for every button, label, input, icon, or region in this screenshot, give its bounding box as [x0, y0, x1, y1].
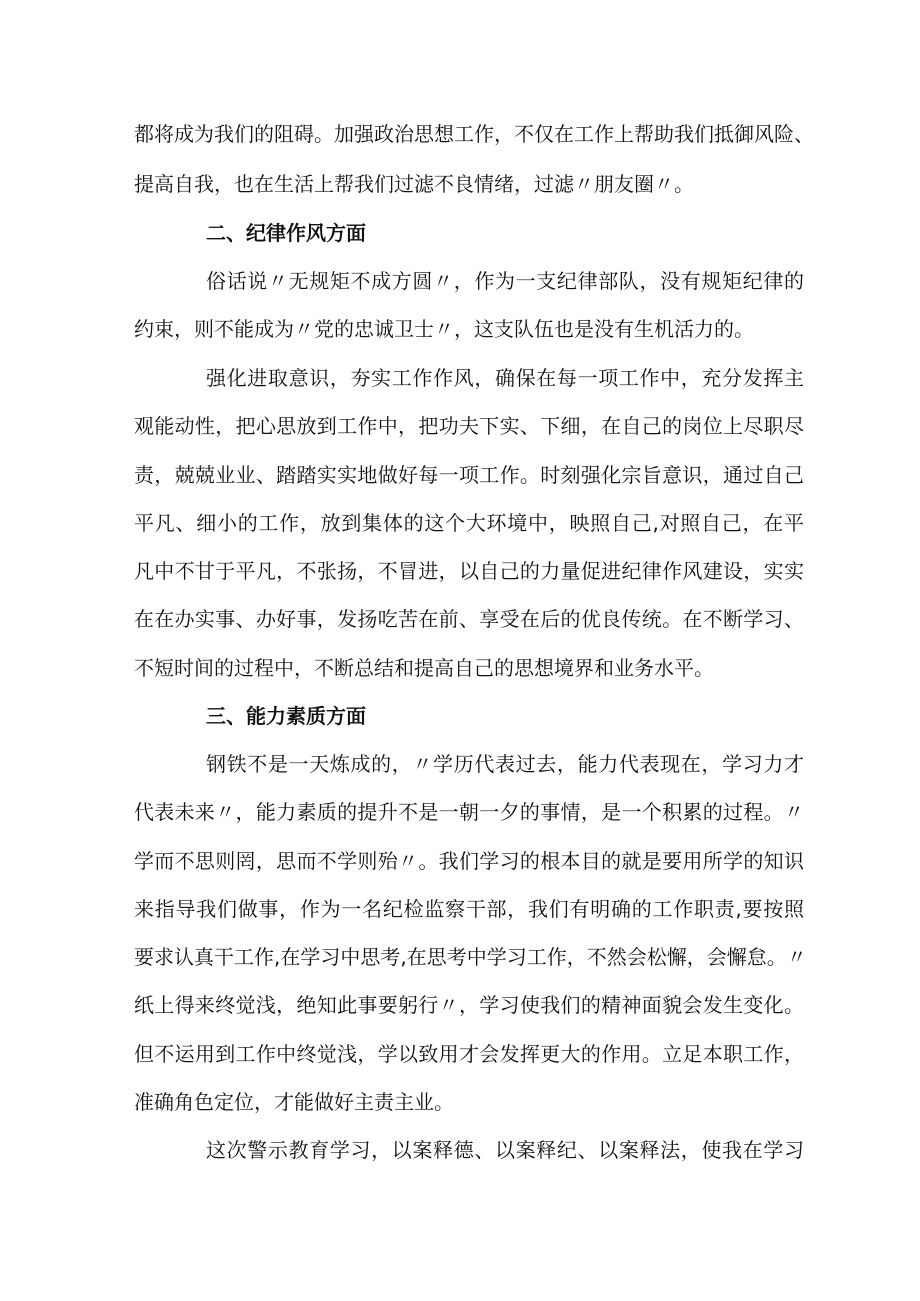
text-line-11: 在在办实事、办好事，发扬吃苦在前、享受在后的优良传统。在不断学习、 — [134, 607, 804, 631]
text-line-10: 凡中不甘于平凡，不张扬，不冒进，以自己的力量促进纪律作风建设，实实 — [134, 559, 804, 583]
section-heading-discipline: 二、纪律作风方面 — [206, 221, 366, 245]
text-line-4: 俗话说〃无规矩不成方圆〃，作为一支纪律部队，没有规矩纪律的 — [206, 269, 804, 293]
text-line-14: 钢铁不是一天炼成的，〃学历代表过去，能力代表现在，学习力才 — [206, 752, 804, 776]
text-line-2: 提高自我，也在生活上帮我们过滤不良情绪，过滤〃朋友圈〃。 — [134, 172, 694, 196]
text-line-6: 强化进取意识，夯实工作作风，确保在每一项工作中，充分发挥主 — [206, 366, 804, 390]
text-line-8: 责，兢兢业业、踏踏实实地做好每一项工作。时刻强化宗旨意识，通过自己 — [134, 463, 804, 487]
text-line-16: 学而不思则罔，思而不学则殆〃。我们学习的根本目的就是要用所学的知识 — [134, 849, 804, 873]
text-line-22: 这次警示教育学习，以案释德、以案释纪、以案释法，使我在学习 — [206, 1138, 804, 1162]
text-line-1: 都将成为我们的阻碍。加强政治思想工作，不仅在工作上帮助我们抵御风险、 — [134, 122, 814, 146]
text-line-18: 要求认真干工作,在学习中思考,在思考中学习工作，不然会松懈，会懈怠。〃 — [134, 945, 807, 969]
text-line-21: 准确角色定位，才能做好主责主业。 — [134, 1090, 454, 1114]
text-line-7: 观能动性，把心思放到工作中，把功夫下实、下细，在自己的岗位上尽职尽 — [134, 414, 804, 438]
text-line-9: 平凡、细小的工作，放到集体的这个大环境中，映照自己,对照自己，在平 — [134, 511, 804, 535]
text-line-17: 来指导我们做事，作为一名纪检监察干部，我们有明确的工作职责,要按照 — [134, 897, 804, 921]
text-line-5: 约束，则不能成为〃党的忠诚卫士〃，这支队伍也是没有生机活力的。 — [134, 317, 754, 341]
text-line-19: 纸上得来终觉浅，绝知此事要躬行〃，学习使我们的精神面貌会发生变化。 — [134, 993, 804, 1017]
text-line-20: 但不运用到工作中终觉浅，学以致用才会发挥更大的作用。立足本职工作， — [134, 1042, 804, 1066]
text-line-15: 代表未来〃，能力素质的提升不是一朝一夕的事情，是一个积累的过程。〃 — [134, 800, 804, 824]
section-heading-ability: 三、能力素质方面 — [206, 704, 366, 728]
text-line-12: 不短时间的过程中，不断总结和提高自己的思想境界和业务水平。 — [134, 656, 714, 680]
